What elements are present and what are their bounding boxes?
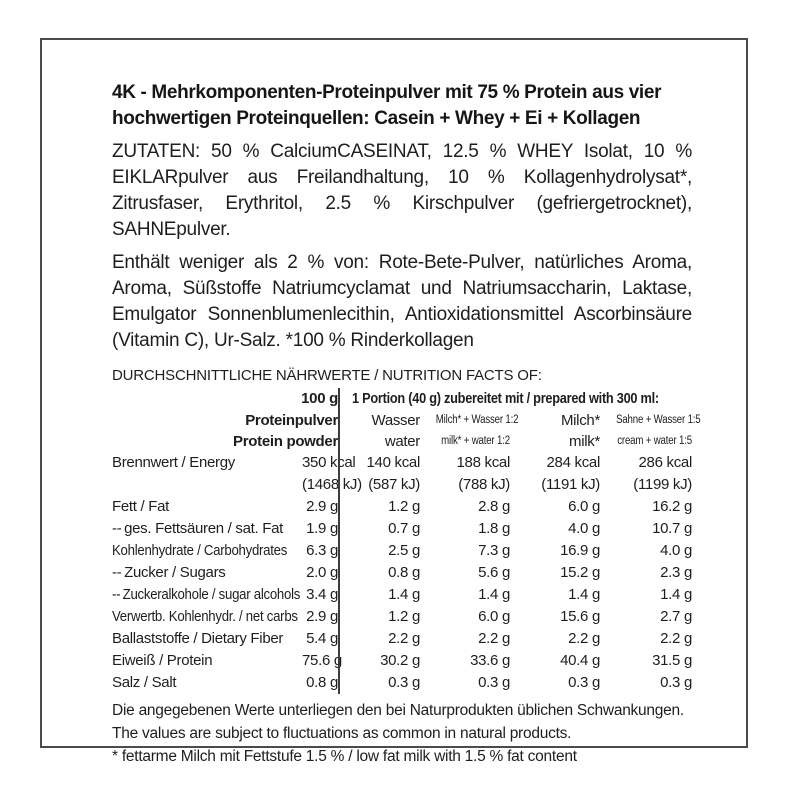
product-col-header-de: Proteinpulver xyxy=(245,412,338,429)
label-footnotes xyxy=(112,699,692,768)
nutrition-value: 2.7 g xyxy=(660,608,692,625)
nutrition-value: 0.3 g xyxy=(568,674,600,691)
table-row-sugars xyxy=(112,562,692,584)
nutrition-value: 3.4 g xyxy=(306,586,338,603)
nutrition-value: 0.3 g xyxy=(478,674,510,691)
nutrition-value: 0.8 g xyxy=(306,674,338,691)
row-label: Salz / Salt xyxy=(112,674,177,691)
nutrition-value: (1191 kJ) xyxy=(541,476,600,493)
nutrition-value: 0.8 g xyxy=(338,562,420,584)
nutrition-value: 5.4 g xyxy=(306,630,338,647)
table-group-header-row xyxy=(112,388,692,410)
nutrition-value: 7.3 g xyxy=(478,542,510,559)
nutrition-value: 30.2 g xyxy=(338,650,420,672)
nutrition-value: 1.4 g xyxy=(478,586,510,603)
nutrition-value: (1199 kJ) xyxy=(633,476,692,493)
nutrition-value: 16.9 g xyxy=(560,542,600,559)
nutrition-value: 2.2 g xyxy=(478,630,510,647)
nutrition-value: 1.2 g xyxy=(338,496,420,518)
table-row-energy-kcal xyxy=(112,452,692,474)
nutrition-table xyxy=(112,388,701,694)
nutrition-value: 140 kcal xyxy=(338,452,420,474)
product-title: 4K - Mehrkomponenten-Proteinpulver mit 75 % Protein aus vier hochwertigen Proteinquellen: Casein + Whey + Ei + Kollagen xyxy=(112,82,662,129)
nutrition-value: (788 kJ) xyxy=(458,476,510,493)
col-header-water-en: water xyxy=(338,431,420,452)
row-label: Verwertb. Kohlenhydr. / net carbs xyxy=(112,608,298,625)
nutrition-value: 2.3 g xyxy=(660,564,692,581)
col-header-water-de: Wasser xyxy=(338,410,420,431)
ingredients-paragraph: ZUTATEN: 50 % CalciumCASEINAT, 12.5 % WHEY Isolat, 10 % EIKLARpulver aus Freilandhaltung, 10 % Kollagenhydrolysat*, Zitrusfaser, Erythritol, 2.5 % Kirschpulver (gefriergetrocknet), SAHNEpulver. xyxy=(112,141,692,240)
col-header-milk-en: milk* xyxy=(569,433,600,450)
table-row-sugar-alcohols xyxy=(112,584,692,606)
nutrition-value: 1.4 g xyxy=(660,586,692,603)
nutrition-value: 0.3 g xyxy=(660,674,692,691)
nutrition-value: 75.6 g xyxy=(302,652,342,669)
nutrition-value: 1.2 g xyxy=(338,606,420,628)
disclaimer-de: Die angegebenen Werte unterliegen den bei Naturprodukten üblichen Schwankungen. xyxy=(112,702,684,719)
row-label xyxy=(112,474,302,496)
nutrition-value: 284 kcal xyxy=(546,454,600,471)
nutrition-value: 1.4 g xyxy=(338,584,420,606)
row-label: Brennwert / Energy xyxy=(112,454,235,471)
nutrition-value: 2.9 g xyxy=(306,608,338,625)
table-row-carbohydrates xyxy=(112,540,692,562)
table-row-saturated-fat xyxy=(112,518,692,540)
label-content xyxy=(112,80,701,768)
nutrition-value: 15.2 g xyxy=(560,564,600,581)
nutrition-value: 286 kcal xyxy=(638,454,692,471)
table-row-dietary-fiber xyxy=(112,628,692,650)
nutrition-value: 2.0 g xyxy=(306,564,338,581)
nutrition-value: 6.0 g xyxy=(478,608,510,625)
nutrition-value: (587 kJ) xyxy=(338,474,420,496)
table-subheader-row-de xyxy=(112,410,701,431)
nutrition-value: 2.8 g xyxy=(478,498,510,515)
nutrition-value: 15.6 g xyxy=(560,608,600,625)
nutrition-value: 2.5 g xyxy=(338,540,420,562)
table-row-salt xyxy=(112,672,692,694)
nutrition-value: 6.0 g xyxy=(568,498,600,515)
col-header-milk-de: Milch* xyxy=(560,412,600,429)
col-header-creamwater-de: Sahne + Wasser 1:5 xyxy=(616,414,701,426)
row-label: Kohlenhydrate / Carbohydrates xyxy=(112,542,288,559)
nutrition-value: 0.7 g xyxy=(338,518,420,540)
nutrition-value: 10.7 g xyxy=(652,520,692,537)
nutrition-value: 2.2 g xyxy=(568,630,600,647)
nutrition-value: 188 kcal xyxy=(456,454,510,471)
nutrition-value: 6.3 g xyxy=(306,542,338,559)
row-label: Ballaststoffe / Dietary Fiber xyxy=(112,630,284,647)
row-label: Fett / Fat xyxy=(112,498,170,515)
row-label: Eiweiß / Protein xyxy=(112,652,213,669)
nutrition-value: 4.0 g xyxy=(660,542,692,559)
nutrition-value: 2.2 g xyxy=(660,630,692,647)
table-row-fat xyxy=(112,496,692,518)
row-label: -- Zuckeralkohole / sugar alcohols xyxy=(112,586,301,603)
table-subheader-row-en xyxy=(112,431,692,452)
col-header-portion: 1 Portion (40 g) zubereitet mit / prepared with 300 ml: xyxy=(338,388,692,410)
nutrition-value: 1.4 g xyxy=(568,586,600,603)
nutrition-value: 2.2 g xyxy=(338,628,420,650)
table-row-energy-kj xyxy=(112,474,692,496)
milk-footnote: * fettarme Milch mit Fettstufe 1.5 % / low fat milk with 1.5 % fat content xyxy=(112,748,577,765)
nutrition-value: 1.8 g xyxy=(478,520,510,537)
nutrition-value: 0.3 g xyxy=(338,672,420,694)
product-col-header-en: Protein powder xyxy=(233,433,338,450)
nutrition-value: 5.6 g xyxy=(478,564,510,581)
col-header-creamwater-en: cream + water 1:5 xyxy=(617,435,692,447)
nutrition-value: 16.2 g xyxy=(652,498,692,515)
col-header-milkwater-de: Milch* + Wasser 1:2 xyxy=(435,414,519,426)
disclaimer-en: The values are subject to fluctuations as common in natural products. xyxy=(112,725,572,742)
nutrition-value: 4.0 g xyxy=(568,520,600,537)
row-label: -- ges. Fettsäuren / sat. Fat xyxy=(112,520,284,537)
nutrition-value: (1468 kJ) xyxy=(302,476,362,493)
nutrition-value: 40.4 g xyxy=(560,652,600,669)
row-label: -- Zucker / Sugars xyxy=(112,564,226,581)
table-row-protein xyxy=(112,650,692,672)
nutrition-value: 33.6 g xyxy=(470,652,510,669)
nutrition-value: 1.9 g xyxy=(306,520,338,537)
table-row-net-carbs xyxy=(112,606,692,628)
nutrition-value: 31.5 g xyxy=(652,652,692,669)
nutrition-value: 2.9 g xyxy=(306,498,338,515)
col-header-100g: 100 g xyxy=(301,390,338,407)
additives-paragraph: Enthält weniger als 2 % von: Rote-Bete-Pulver, natürliches Aroma, Aroma, Süßstoffe Natriumcyclamat und Natriumsaccharin, Laktase, Emulgator Sonnenblumenlecithin, Antioxidationsmittel Ascorbinsäure (Vitamin C), Ur-Salz. *100 % Rinderkollagen xyxy=(112,252,692,351)
col-header-milkwater-en: milk* + water 1:2 xyxy=(441,435,510,447)
nutrition-facts-heading: DURCHSCHNITTLICHE NÄHRWERTE / NUTRITION FACTS OF: xyxy=(112,367,542,384)
nutrition-value: 350 kcal xyxy=(302,454,356,471)
